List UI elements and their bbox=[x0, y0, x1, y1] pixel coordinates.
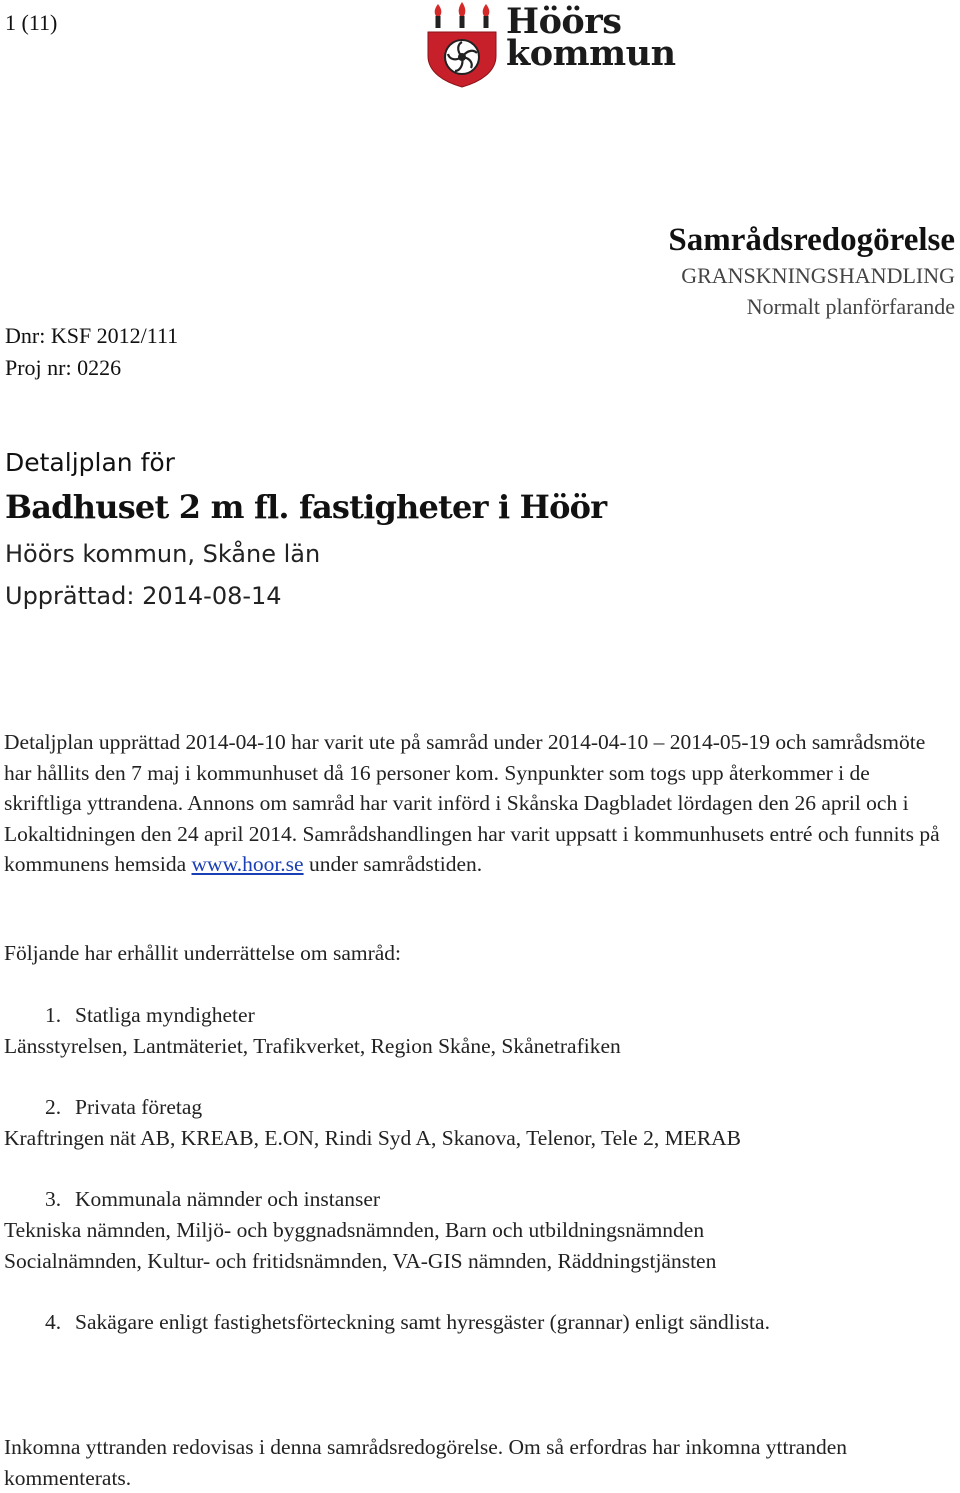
coat-of-arms-icon bbox=[424, 0, 500, 88]
list-title: Sakägare enligt fastighetsförteckning samt hyresgäster (grannar) enligt sändlista. bbox=[75, 1310, 770, 1334]
logo-line2: kommun bbox=[506, 33, 676, 74]
logo-line1: Höörs bbox=[506, 1, 622, 42]
plan-municipality: Höörs kommun, Skåne län bbox=[5, 540, 321, 568]
list-title: Statliga myndigheter bbox=[75, 1003, 255, 1027]
intro-text-before-link: Detaljplan upprättad 2014-04-10 har varit ute på samråd under 2014-04-10 – 2014-05-19 och samrådsmöte har hållits den 7 maj i kommunhuset då 16 personer kom. Synpunkter som togs upp återkommer i de skriftliga yttrandena. Annons om samråd har varit införd i Skånska Dagbladet lördagen den 26 april och i Lokaltidningen den 24 april 2014. Samrådshandlingen har varit uppsatt i kommunhusets entré och funnits på kommunens hemsida bbox=[4, 730, 940, 877]
list-item bbox=[45, 1003, 255, 1028]
list-number: 3. bbox=[45, 1187, 62, 1211]
plan-date: Upprättad: 2014-08-14 bbox=[5, 582, 282, 610]
project-number: Proj nr: 0226 bbox=[5, 355, 122, 380]
dnr-number: Dnr: KSF 2012/111 bbox=[5, 323, 179, 348]
list-number: 2. bbox=[45, 1095, 62, 1119]
list-number: 4. bbox=[45, 1310, 62, 1334]
list-title: Kommunala nämnder och instanser bbox=[75, 1187, 381, 1211]
list-number: 1. bbox=[45, 1003, 62, 1027]
list-detail: Kraftringen nät AB, KREAB, E.ON, Rindi Syd A, Skanova, Telenor, Tele 2, MERAB bbox=[4, 1126, 742, 1150]
list-detail: Länsstyrelsen, Lantmäteriet, Trafikverket, Region Skåne, Skånetrafiken bbox=[4, 1034, 621, 1058]
intro-paragraph bbox=[4, 727, 949, 880]
document-procedure: Normalt planförfarande bbox=[746, 294, 955, 319]
document-title: Samrådsredogörelse bbox=[668, 222, 955, 258]
list-item bbox=[45, 1187, 380, 1212]
list-detail: Socialnämnden, Kultur- och fritidsnämnden, VA-GIS nämnden, Räddningstjänsten bbox=[4, 1249, 717, 1273]
closing-paragraph: Inkomna yttranden redovisas i denna samrådsredogörelse. Om så erfordras har inkomna yttranden kommenterats. bbox=[4, 1435, 848, 1490]
hoor-kommun-logo bbox=[424, 0, 684, 88]
plan-for-label: Detaljplan för bbox=[5, 448, 175, 477]
list-title: Privata företag bbox=[75, 1095, 203, 1119]
notified-heading: Följande har erhållit underrättelse om samråd: bbox=[4, 941, 402, 965]
list-item bbox=[45, 1310, 770, 1335]
list-item bbox=[45, 1095, 202, 1120]
logo-wordmark bbox=[506, 1, 676, 74]
document-status: GRANSKNINGSHANDLING bbox=[681, 263, 955, 288]
website-link[interactable]: www.hoor.se bbox=[191, 852, 304, 877]
plan-name: Badhuset 2 m fl. fastigheter i Höör bbox=[5, 488, 607, 526]
intro-text-after-link: under samrådstiden. bbox=[303, 852, 483, 877]
list-detail: Tekniska nämnden, Miljö- och byggnadsnämnden, Barn och utbildningsnämnden bbox=[4, 1218, 705, 1242]
page-number: 1 (11) bbox=[5, 10, 58, 35]
